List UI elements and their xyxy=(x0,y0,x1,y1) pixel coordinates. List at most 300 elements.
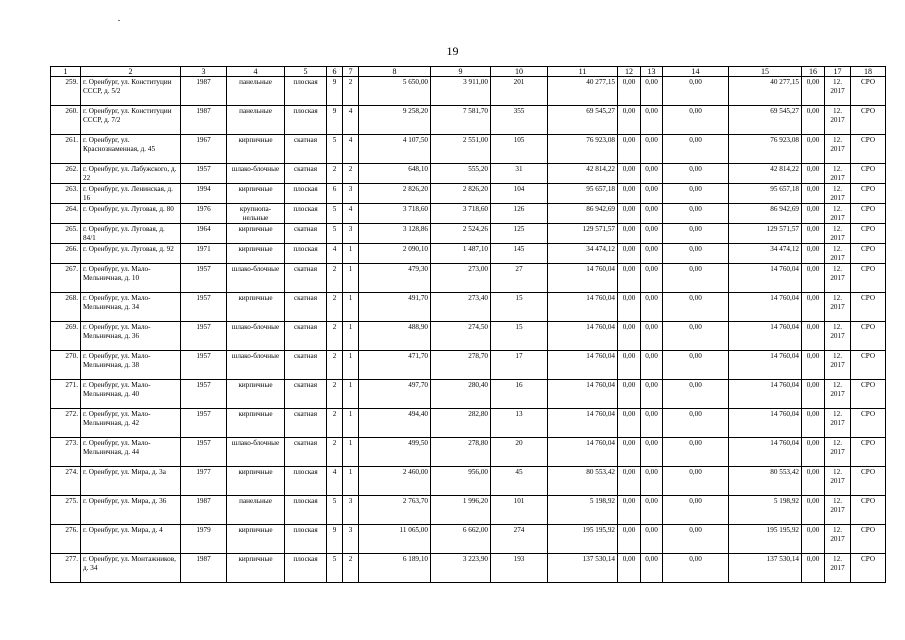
cell-row-number: 276. xyxy=(51,525,81,554)
cell-method: СРО xyxy=(851,496,886,525)
cell-floors: 9 xyxy=(327,106,343,135)
cell-col-13: 0,00 xyxy=(641,380,663,409)
cell-col-13: 0,00 xyxy=(641,438,663,467)
cell-cost: 14 760,04 xyxy=(548,351,618,380)
cell-deadline: 12. 2017 xyxy=(825,409,851,438)
cell-living-area: 273,40 xyxy=(431,293,491,322)
cell-total-area: 2 826,20 xyxy=(359,184,431,204)
cell-residents: 17 xyxy=(491,351,548,380)
cell-col-16: 0,00 xyxy=(802,351,825,380)
cell-deadline: 12. 2017 xyxy=(825,184,851,204)
cell-floors: 2 xyxy=(327,409,343,438)
cell-row-number: 274. xyxy=(51,467,81,496)
cell-total-area: 471,70 xyxy=(359,351,431,380)
cell-col-14: 0,00 xyxy=(663,184,729,204)
cell-total-cost: 42 814,22 xyxy=(729,164,802,184)
cell-col-14: 0,00 xyxy=(663,496,729,525)
cell-wall-material: кирпичные xyxy=(227,380,285,409)
cell-entrances: 1 xyxy=(343,467,359,496)
cell-col-16: 0,00 xyxy=(802,322,825,351)
cell-method: СРО xyxy=(851,467,886,496)
cell-col-16: 0,00 xyxy=(802,409,825,438)
cell-method: СРО xyxy=(851,322,886,351)
cell-total-area: 2 763,70 xyxy=(359,496,431,525)
cell-build-year: 1977 xyxy=(181,467,227,496)
cell-col-16: 0,00 xyxy=(802,224,825,244)
cell-address: г. Оренбург, ул. Мало-Мельничная, д. 44 xyxy=(81,438,181,467)
cell-build-year: 1957 xyxy=(181,322,227,351)
cell-row-number: 266. xyxy=(51,244,81,264)
cell-method: СРО xyxy=(851,554,886,583)
cell-wall-material: панельные xyxy=(227,496,285,525)
cell-living-area: 3 911,00 xyxy=(431,77,491,106)
cell-total-area: 4 107,50 xyxy=(359,135,431,164)
cell-living-area: 1 487,10 xyxy=(431,244,491,264)
cell-col-12: 0,00 xyxy=(618,322,641,351)
cell-living-area: 6 662,00 xyxy=(431,525,491,554)
cell-row-number: 260. xyxy=(51,106,81,135)
cell-entrances: 1 xyxy=(343,380,359,409)
cell-col-12: 0,00 xyxy=(618,351,641,380)
cell-build-year: 1957 xyxy=(181,293,227,322)
column-header-1: 1 xyxy=(51,67,81,77)
cell-living-area: 280,40 xyxy=(431,380,491,409)
cell-build-year: 1979 xyxy=(181,525,227,554)
column-header-13: 13 xyxy=(641,67,663,77)
table-row xyxy=(51,438,886,467)
cell-deadline: 12. 2017 xyxy=(825,106,851,135)
cell-residents: 104 xyxy=(491,184,548,204)
table-row xyxy=(51,554,886,583)
cell-col-16: 0,00 xyxy=(802,106,825,135)
cell-entrances: 2 xyxy=(343,164,359,184)
cell-wall-material: шлако-блочные xyxy=(227,438,285,467)
cell-col-14: 0,00 xyxy=(663,380,729,409)
cell-address: г. Оренбург, ул. Мало-Мельничная, д. 40 xyxy=(81,380,181,409)
cell-cost: 129 571,57 xyxy=(548,224,618,244)
cell-deadline: 12. 2017 xyxy=(825,467,851,496)
cell-floors: 4 xyxy=(327,467,343,496)
column-header-9: 9 xyxy=(431,67,491,77)
cell-col-13: 0,00 xyxy=(641,204,663,224)
cell-col-12: 0,00 xyxy=(618,525,641,554)
cell-row-number: 277. xyxy=(51,554,81,583)
cell-col-14: 0,00 xyxy=(663,322,729,351)
cell-cost: 80 553,42 xyxy=(548,467,618,496)
cell-floors: 2 xyxy=(327,164,343,184)
cell-roof-type: скатная xyxy=(285,224,327,244)
cell-cost: 86 942,69 xyxy=(548,204,618,224)
cell-col-13: 0,00 xyxy=(641,496,663,525)
cell-col-16: 0,00 xyxy=(802,438,825,467)
cell-entrances: 1 xyxy=(343,293,359,322)
cell-col-13: 0,00 xyxy=(641,525,663,554)
cell-floors: 5 xyxy=(327,496,343,525)
column-header-10: 10 xyxy=(491,67,548,77)
cell-col-16: 0,00 xyxy=(802,525,825,554)
cell-entrances: 4 xyxy=(343,204,359,224)
table-row xyxy=(51,204,886,224)
cell-deadline: 12. 2017 xyxy=(825,204,851,224)
cell-living-area: 273,00 xyxy=(431,264,491,293)
cell-col-16: 0,00 xyxy=(802,380,825,409)
cell-total-cost: 5 198,92 xyxy=(729,496,802,525)
page-number: 19 xyxy=(446,44,459,58)
table-row xyxy=(51,351,886,380)
cell-deadline: 12. 2017 xyxy=(825,264,851,293)
cell-wall-material: кирпичные xyxy=(227,224,285,244)
cell-living-area: 2 524,26 xyxy=(431,224,491,244)
cell-floors: 2 xyxy=(327,264,343,293)
cell-col-16: 0,00 xyxy=(802,264,825,293)
cell-living-area: 2 826,20 xyxy=(431,184,491,204)
housing-register-table xyxy=(50,66,886,583)
cell-floors: 9 xyxy=(327,77,343,106)
cell-total-cost: 76 923,08 xyxy=(729,135,802,164)
cell-col-12: 0,00 xyxy=(618,467,641,496)
cell-method: СРО xyxy=(851,164,886,184)
cell-method: СРО xyxy=(851,409,886,438)
cell-address: г. Оренбург, ул. Конституции СССР, д. 5/2 xyxy=(81,77,181,106)
table-row xyxy=(51,409,886,438)
cell-method: СРО xyxy=(851,135,886,164)
cell-row-number: 269. xyxy=(51,322,81,351)
cell-total-cost: 14 760,04 xyxy=(729,438,802,467)
cell-entrances: 1 xyxy=(343,438,359,467)
cell-total-area: 479,30 xyxy=(359,264,431,293)
cell-total-cost: 137 530,14 xyxy=(729,554,802,583)
cell-col-12: 0,00 xyxy=(618,204,641,224)
cell-col-12: 0,00 xyxy=(618,244,641,264)
cell-address: г. Оренбург, ул. Монтажников, д. 34 xyxy=(81,554,181,583)
cell-col-14: 0,00 xyxy=(663,224,729,244)
cell-deadline: 12. 2017 xyxy=(825,380,851,409)
cell-cost: 5 198,92 xyxy=(548,496,618,525)
cell-wall-material: панельные xyxy=(227,106,285,135)
cell-build-year: 1957 xyxy=(181,264,227,293)
cell-entrances: 2 xyxy=(343,554,359,583)
cell-address: г. Оренбург, ул. Мало-Мельничная, д. 10 xyxy=(81,264,181,293)
cell-total-cost: 80 553,42 xyxy=(729,467,802,496)
cell-col-16: 0,00 xyxy=(802,496,825,525)
cell-col-13: 0,00 xyxy=(641,554,663,583)
cell-col-16: 0,00 xyxy=(802,164,825,184)
cell-row-number: 263. xyxy=(51,184,81,204)
cell-address: г. Оренбург, ул. Мало-Мельничная, д. 36 xyxy=(81,322,181,351)
cell-total-cost: 14 760,04 xyxy=(729,264,802,293)
cell-cost: 40 277,15 xyxy=(548,77,618,106)
cell-entrances: 3 xyxy=(343,525,359,554)
cell-col-13: 0,00 xyxy=(641,322,663,351)
cell-method: СРО xyxy=(851,77,886,106)
cell-col-14: 0,00 xyxy=(663,351,729,380)
cell-row-number: 261. xyxy=(51,135,81,164)
cell-roof-type: плоская xyxy=(285,204,327,224)
column-header-17: 17 xyxy=(825,67,851,77)
cell-method: СРО xyxy=(851,293,886,322)
cell-build-year: 1957 xyxy=(181,409,227,438)
cell-residents: 101 xyxy=(491,496,548,525)
table-row xyxy=(51,293,886,322)
cell-col-16: 0,00 xyxy=(802,204,825,224)
cell-wall-material: кирпичные xyxy=(227,184,285,204)
cell-col-12: 0,00 xyxy=(618,293,641,322)
cell-row-number: 272. xyxy=(51,409,81,438)
cell-build-year: 1987 xyxy=(181,77,227,106)
cell-residents: 13 xyxy=(491,409,548,438)
cell-build-year: 1987 xyxy=(181,106,227,135)
cell-col-12: 0,00 xyxy=(618,164,641,184)
cell-entrances: 1 xyxy=(343,244,359,264)
cell-address: г. Оренбург, ул. Конституции СССР, д. 7/2 xyxy=(81,106,181,135)
cell-cost: 42 814,22 xyxy=(548,164,618,184)
column-header-11: 11 xyxy=(548,67,618,77)
cell-address: г. Оренбург, ул. Луговая, д. 80 xyxy=(81,204,181,224)
cell-build-year: 1964 xyxy=(181,224,227,244)
cell-floors: 5 xyxy=(327,204,343,224)
cell-address: г. Оренбург, ул. Мира, д. 4 xyxy=(81,525,181,554)
cell-cost: 34 474,12 xyxy=(548,244,618,264)
cell-residents: 27 xyxy=(491,264,548,293)
cell-col-14: 0,00 xyxy=(663,293,729,322)
cell-row-number: 259. xyxy=(51,77,81,106)
cell-address: г. Оренбург, ул. Мало-Мельничная, д. 34 xyxy=(81,293,181,322)
cell-col-13: 0,00 xyxy=(641,224,663,244)
cell-total-cost: 14 760,04 xyxy=(729,409,802,438)
cell-method: СРО xyxy=(851,224,886,244)
table-row xyxy=(51,244,886,264)
cell-build-year: 1957 xyxy=(181,438,227,467)
cell-living-area: 1 996,20 xyxy=(431,496,491,525)
table-row xyxy=(51,135,886,164)
cell-col-14: 0,00 xyxy=(663,135,729,164)
cell-roof-type: плоская xyxy=(285,554,327,583)
cell-floors: 5 xyxy=(327,224,343,244)
cell-wall-material: шлако-блочные xyxy=(227,164,285,184)
cell-residents: 105 xyxy=(491,135,548,164)
column-header-8: 8 xyxy=(359,67,431,77)
cell-col-14: 0,00 xyxy=(663,467,729,496)
cell-wall-material: кирпичные xyxy=(227,525,285,554)
cell-method: СРО xyxy=(851,184,886,204)
cell-col-12: 0,00 xyxy=(618,409,641,438)
cell-total-cost: 14 760,04 xyxy=(729,351,802,380)
cell-address: г. Оренбург, ул. Мира, д. 36 xyxy=(81,496,181,525)
cell-total-area: 3 128,86 xyxy=(359,224,431,244)
cell-residents: 145 xyxy=(491,244,548,264)
cell-living-area: 3 223,90 xyxy=(431,554,491,583)
cell-deadline: 12. 2017 xyxy=(825,244,851,264)
cell-col-14: 0,00 xyxy=(663,438,729,467)
cell-total-area: 497,70 xyxy=(359,380,431,409)
cell-total-cost: 129 571,57 xyxy=(729,224,802,244)
cell-entrances: 1 xyxy=(343,351,359,380)
cell-wall-material: шлако-блочные xyxy=(227,351,285,380)
cell-col-16: 0,00 xyxy=(802,184,825,204)
cell-row-number: 270. xyxy=(51,351,81,380)
cell-cost: 95 657,18 xyxy=(548,184,618,204)
table-header xyxy=(51,67,886,77)
cell-wall-material: панельные xyxy=(227,77,285,106)
table-row xyxy=(51,224,886,244)
cell-col-13: 0,00 xyxy=(641,264,663,293)
cell-cost: 14 760,04 xyxy=(548,380,618,409)
cell-col-14: 0,00 xyxy=(663,244,729,264)
table-row xyxy=(51,525,886,554)
cell-deadline: 12. 2017 xyxy=(825,164,851,184)
cell-total-area: 648,10 xyxy=(359,164,431,184)
cell-col-12: 0,00 xyxy=(618,496,641,525)
cell-total-cost: 14 760,04 xyxy=(729,322,802,351)
cell-roof-type: скатная xyxy=(285,264,327,293)
cell-entrances: 1 xyxy=(343,409,359,438)
cell-row-number: 267. xyxy=(51,264,81,293)
column-header-2: 2 xyxy=(81,67,181,77)
column-header-3: 3 xyxy=(181,67,227,77)
cell-wall-material: кирпичные xyxy=(227,293,285,322)
cell-col-13: 0,00 xyxy=(641,135,663,164)
cell-residents: 20 xyxy=(491,438,548,467)
cell-col-13: 0,00 xyxy=(641,409,663,438)
cell-method: СРО xyxy=(851,244,886,264)
cell-col-13: 0,00 xyxy=(641,77,663,106)
cell-row-number: 265. xyxy=(51,224,81,244)
cell-entrances: 4 xyxy=(343,106,359,135)
cell-row-number: 273. xyxy=(51,438,81,467)
scan-speck xyxy=(118,20,120,21)
column-number-row xyxy=(51,67,886,77)
cell-cost: 76 923,08 xyxy=(548,135,618,164)
table-row xyxy=(51,106,886,135)
cell-total-area: 2 460,00 xyxy=(359,467,431,496)
cell-wall-material: крупнопа-нельные xyxy=(227,204,285,224)
cell-total-area: 491,70 xyxy=(359,293,431,322)
cell-method: СРО xyxy=(851,525,886,554)
cell-col-14: 0,00 xyxy=(663,264,729,293)
column-header-4: 4 xyxy=(227,67,285,77)
cell-floors: 2 xyxy=(327,322,343,351)
cell-row-number: 268. xyxy=(51,293,81,322)
cell-roof-type: плоская xyxy=(285,467,327,496)
cell-roof-type: плоская xyxy=(285,496,327,525)
cell-residents: 126 xyxy=(491,204,548,224)
cell-col-16: 0,00 xyxy=(802,135,825,164)
cell-col-12: 0,00 xyxy=(618,184,641,204)
column-header-6: 6 xyxy=(327,67,343,77)
cell-living-area: 956,00 xyxy=(431,467,491,496)
cell-total-area: 2 090,10 xyxy=(359,244,431,264)
cell-residents: 45 xyxy=(491,467,548,496)
cell-cost: 14 760,04 xyxy=(548,293,618,322)
cell-col-14: 0,00 xyxy=(663,164,729,184)
cell-living-area: 274,50 xyxy=(431,322,491,351)
cell-col-16: 0,00 xyxy=(802,554,825,583)
cell-col-12: 0,00 xyxy=(618,106,641,135)
cell-deadline: 12. 2017 xyxy=(825,77,851,106)
cell-col-12: 0,00 xyxy=(618,135,641,164)
cell-col-13: 0,00 xyxy=(641,164,663,184)
cell-col-13: 0,00 xyxy=(641,467,663,496)
cell-residents: 15 xyxy=(491,293,548,322)
cell-build-year: 1994 xyxy=(181,184,227,204)
cell-roof-type: скатная xyxy=(285,380,327,409)
cell-deadline: 12. 2017 xyxy=(825,438,851,467)
cell-total-cost: 195 195,92 xyxy=(729,525,802,554)
table-body xyxy=(51,77,886,583)
cell-address: г. Оренбург, ул. Мало-Мельничная, д. 42 xyxy=(81,409,181,438)
cell-col-13: 0,00 xyxy=(641,351,663,380)
cell-total-area: 6 189,10 xyxy=(359,554,431,583)
cell-residents: 31 xyxy=(491,164,548,184)
cell-total-cost: 69 545,27 xyxy=(729,106,802,135)
cell-residents: 355 xyxy=(491,106,548,135)
cell-roof-type: скатная xyxy=(285,351,327,380)
cell-col-14: 0,00 xyxy=(663,77,729,106)
cell-deadline: 12. 2017 xyxy=(825,351,851,380)
table-row xyxy=(51,77,886,106)
cell-wall-material: кирпичные xyxy=(227,409,285,438)
cell-deadline: 12. 2017 xyxy=(825,496,851,525)
cell-floors: 9 xyxy=(327,525,343,554)
table-row xyxy=(51,184,886,204)
cell-deadline: 12. 2017 xyxy=(825,554,851,583)
cell-col-12: 0,00 xyxy=(618,264,641,293)
cell-residents: 16 xyxy=(491,380,548,409)
cell-entrances: 2 xyxy=(343,77,359,106)
cell-deadline: 12. 2017 xyxy=(825,293,851,322)
cell-roof-type: плоская xyxy=(285,244,327,264)
cell-roof-type: скатная xyxy=(285,322,327,351)
cell-wall-material: кирпичные xyxy=(227,135,285,164)
column-header-15: 15 xyxy=(729,67,802,77)
cell-col-12: 0,00 xyxy=(618,77,641,106)
cell-residents: 201 xyxy=(491,77,548,106)
cell-wall-material: кирпичные xyxy=(227,554,285,583)
cell-residents: 274 xyxy=(491,525,548,554)
cell-method: СРО xyxy=(851,106,886,135)
cell-method: СРО xyxy=(851,204,886,224)
cell-floors: 6 xyxy=(327,184,343,204)
cell-build-year: 1957 xyxy=(181,380,227,409)
table-row xyxy=(51,322,886,351)
cell-col-13: 0,00 xyxy=(641,244,663,264)
cell-total-area: 3 718,60 xyxy=(359,204,431,224)
cell-total-area: 488,90 xyxy=(359,322,431,351)
cell-col-16: 0,00 xyxy=(802,77,825,106)
cell-total-cost: 14 760,04 xyxy=(729,380,802,409)
cell-method: СРО xyxy=(851,438,886,467)
cell-method: СРО xyxy=(851,351,886,380)
cell-build-year: 1976 xyxy=(181,204,227,224)
cell-entrances: 4 xyxy=(343,135,359,164)
cell-floors: 2 xyxy=(327,438,343,467)
column-header-5: 5 xyxy=(285,67,327,77)
cell-col-16: 0,00 xyxy=(802,293,825,322)
cell-col-14: 0,00 xyxy=(663,554,729,583)
cell-cost: 137 530,14 xyxy=(548,554,618,583)
cell-row-number: 264. xyxy=(51,204,81,224)
cell-floors: 4 xyxy=(327,244,343,264)
cell-build-year: 1957 xyxy=(181,351,227,380)
cell-living-area: 278,80 xyxy=(431,438,491,467)
cell-roof-type: плоская xyxy=(285,525,327,554)
cell-col-12: 0,00 xyxy=(618,438,641,467)
cell-living-area: 555,20 xyxy=(431,164,491,184)
cell-cost: 14 760,04 xyxy=(548,409,618,438)
cell-roof-type: плоская xyxy=(285,77,327,106)
cell-wall-material: шлако-блочные xyxy=(227,322,285,351)
cell-living-area: 282,80 xyxy=(431,409,491,438)
